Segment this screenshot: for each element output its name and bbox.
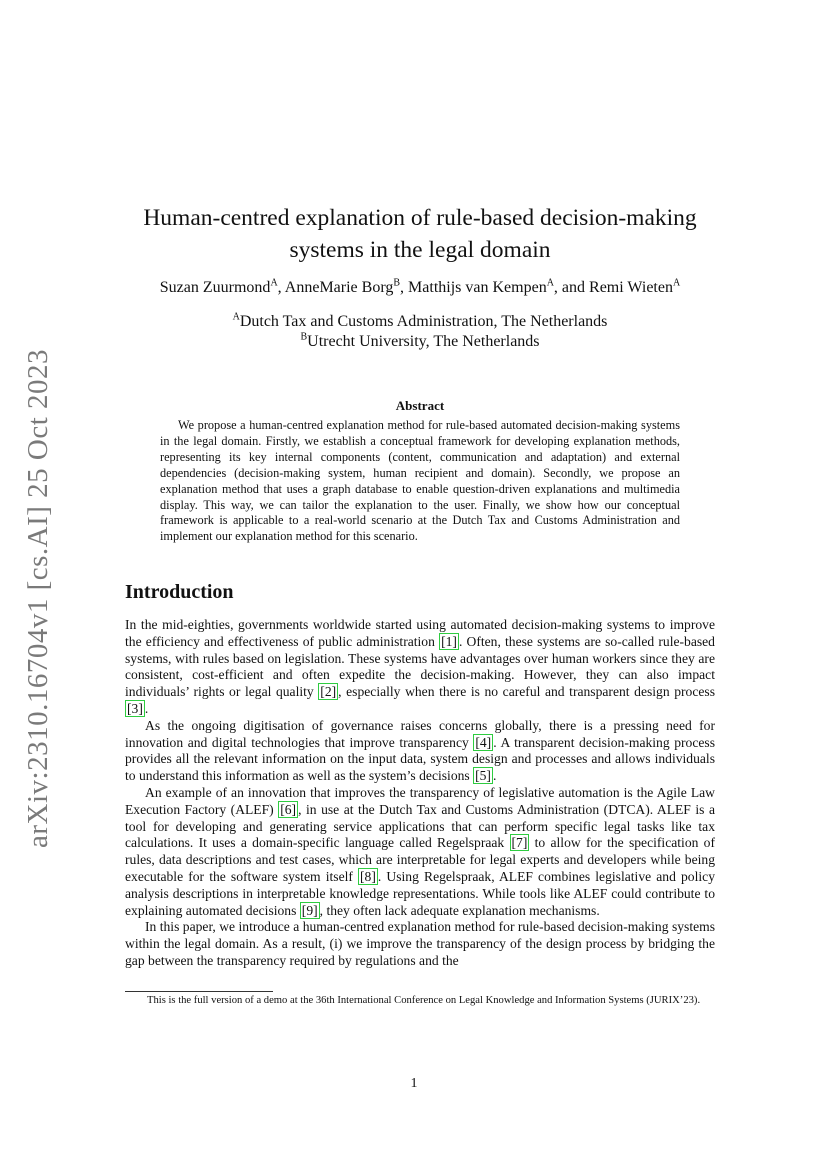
footnote-rule	[125, 991, 273, 992]
body-paragraph: In this paper, we introduce a human-centred explanation method for rule-based decision-making systems within the legal domain. As a result, (i) we improve the transparency of the design process by bridging the gap between the transparency required by regulations and the	[125, 919, 715, 968]
body-paragraph: In the mid-eighties, governments worldwide started using automated decision-making systems to improve the efficiency and effectiveness of public administration [1] . Often, these systems are so-called rule-based systems, with rules based on legislation. These systems have advantages over human workers since they are consistent, cost-efficient and often expedite the decision-making. However, they can also impact individuals’ rights or legal quality [2] , especially when there is no careful and transparent design process [3] .	[125, 617, 715, 716]
author-name: Matthijs van Kempen	[408, 279, 547, 296]
abstract-heading: Abstract	[395, 398, 445, 413]
citation-link[interactable]: [1]	[441, 633, 457, 649]
citation-link[interactable]: [7]	[511, 835, 528, 851]
body-paragraph: An example of an innovation that improves the transparency of legislative automation is the Agile Law Execution Factory (ALEF) [6] , in use at the Dutch Tax and Customs Administration (DTCA). ALEF is a tool for developing and generating service applications that can perform specific legal tasks like tax calculations. It uses a domain-specific language called Regelspraak [7] to allow for the specification of rules, data descriptions and test cases, which are interpretable for legal experts and developers while being executable for the software system itself [8] . Using Regelspraak, ALEF combines legislative and policy analysis descriptions in interpretable knowledge representations. While tools like ALEF could contribute to explaining automated decisions [9] , they often lack adequate explanation mechanisms.	[125, 784, 716, 918]
introduction-body	[125, 617, 715, 970]
affiliation-text: Dutch Tax and Customs Administration, The Netherlands	[239, 313, 608, 330]
footnote: This is the full version of a demo at the 36th International Conference on Legal Knowledge and Information Systems (JURIX’23).	[147, 995, 701, 1006]
affiliation-mark: A	[270, 277, 278, 289]
author-name: Suzan Zuurmond	[159, 279, 271, 296]
citation-link[interactable]: [4]	[475, 734, 492, 750]
affiliation-text: Utrecht University, The Netherlands	[307, 333, 540, 350]
author-name: Remi Wieten	[589, 279, 673, 296]
affiliation-mark: B	[393, 277, 401, 289]
citation-link[interactable]: [5]	[475, 768, 491, 784]
citation-link[interactable]: [8]	[360, 868, 376, 884]
abstract-text: We propose a human-centred explanation method for rule-based automated decision-making systems in the legal domain. Firstly, we establish a conceptual framework for developing explanation methods, representing its key internal components (content, communication and adaptation) and external dependencies (decision-making system, human recipient and domain). Secondly, we propose an explanation method that uses a graph database to enable question-driven explanations and multimedia display. This way, we can tailor the explanation to the user. Finally, we show how our conceptual framework is applicable to a real-world scenario at the Dutch Tax and Customs Administration and implement our explanation method for this scenario.	[160, 418, 680, 544]
affiliation-mark: A	[546, 277, 554, 289]
section-heading-introduction: Introduction	[125, 581, 234, 603]
affiliation-line	[100, 312, 740, 332]
affiliation-line	[100, 332, 740, 352]
body-paragraph: As the ongoing digitisation of governance raises concerns globally, there is a pressing need for innovation and digital technologies that improve transparency [4] . A transparent decision-making process provides all the relevant information on the input data, system design and processes and allows individuals to understand this information as well as the system’s decisions [5] .	[125, 717, 715, 784]
affiliation-list	[100, 312, 740, 352]
citation-link[interactable]: [3]	[127, 700, 143, 716]
affiliation-mark: A	[672, 277, 681, 289]
affiliation-mark: B	[300, 331, 308, 343]
author-list: Suzan Zuurmond$^A$, AnneMarie Borg$^B$, Matthijs van Kempen$^A$, and Remi Wieten$^A$	[159, 277, 681, 296]
arxiv-identifier: arXiv:2310.16704v1 [cs.AI] 25 Oct 2023	[22, 348, 54, 848]
citation-link[interactable]: [6]	[280, 801, 297, 817]
affiliation-mark: A	[232, 311, 240, 323]
page-number: 1	[410, 1076, 418, 1091]
citation-link[interactable]: [2]	[320, 684, 337, 700]
citation-link[interactable]: [9]	[301, 902, 318, 918]
paper-title: Human-centred explanation of rule-based decision-making systems in the legal domain	[143, 205, 697, 263]
author-name: AnneMarie Borg	[284, 279, 394, 296]
